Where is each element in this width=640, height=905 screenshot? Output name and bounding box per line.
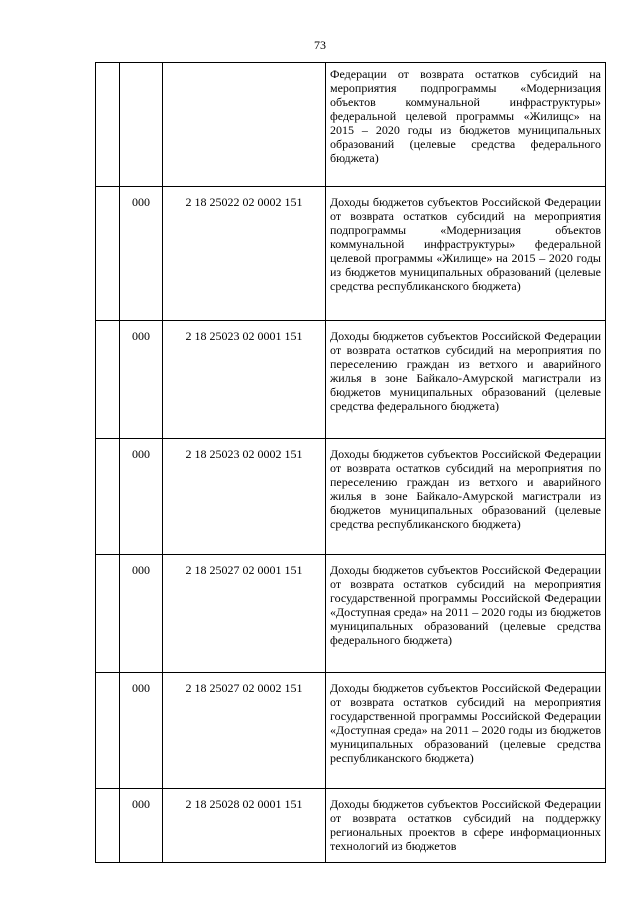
table-row [96,555,606,673]
admin-code-cell: 000 [120,555,163,673]
admin-code-cell: 000 [120,187,163,321]
admin-code-cell [120,63,163,187]
blank-cell [96,555,120,673]
table-row [96,321,606,439]
kbk-code-cell: 2 18 25023 02 0001 151 [163,321,326,439]
table-row [96,187,606,321]
revenue-description-cell: Доходы бюджетов субъектов Российской Федерации от возврата остатков субсидий на мероприятия по переселению граждан из ветхого и аварийного жилья в зоне Байкало-Амурской магистрали из бюджетов муниципальных образований (целевые средства республиканского бюджета) [326,439,606,555]
blank-cell [96,63,120,187]
blank-cell [96,187,120,321]
kbk-code-cell: 2 18 25023 02 0002 151 [163,439,326,555]
kbk-code-cell [163,63,326,187]
table-row [96,673,606,789]
table-row [96,439,606,555]
revenue-description-cell: Доходы бюджетов субъектов Российской Федерации от возврата остатков субсидий на мероприятия подпрограммы «Модернизация объектов коммунальной инфраструктуры» федеральной целевой программы «Жилище» на 2015 – 2020 годы из бюджетов муниципальных образований (целевые средства республиканского бюджета) [326,187,606,321]
admin-code-cell: 000 [120,321,163,439]
revenue-description-cell: Доходы бюджетов субъектов Российской Федерации от возврата остатков субсидий на мероприятия государственной программы Российской Федерации «Доступная среда» на 2011 – 2020 годы из бюджетов муниципальных образований (целевые средства республиканского бюджета) [326,673,606,789]
kbk-code-cell: 2 18 25027 02 0002 151 [163,673,326,789]
revenue-codes-table [95,62,606,863]
admin-code-cell: 000 [120,673,163,789]
blank-cell [96,439,120,555]
revenue-description-cell: Доходы бюджетов субъектов Российской Федерации от возврата остатков субсидий на мероприятия по переселению граждан из ветхого и аварийного жилья в зоне Байкало-Амурской магистрали из бюджетов муниципальных образований (целевые средства федерального бюджета) [326,321,606,439]
revenue-description-cell: Доходы бюджетов субъектов Российской Федерации от возврата остатков субсидий на поддержку региональных проектов в сфере информационных технологий из бюджетов [326,789,606,863]
revenue-description-cell: Доходы бюджетов субъектов Российской Федерации от возврата остатков субсидий на мероприятия государственной программы Российской Федерации «Доступная среда» на 2011 – 2020 годы из бюджетов муниципальных образований (целевые средства федерального бюджета) [326,555,606,673]
kbk-code-cell: 2 18 25028 02 0001 151 [163,789,326,863]
kbk-code-cell: 2 18 25027 02 0001 151 [163,555,326,673]
kbk-code-cell: 2 18 25022 02 0002 151 [163,187,326,321]
page-number: 73 [314,38,326,52]
admin-code-cell: 000 [120,439,163,555]
blank-cell [96,673,120,789]
table-row [96,789,606,863]
admin-code-cell: 000 [120,789,163,863]
table-row [96,63,606,187]
revenue-description-cell: Федерации от возврата остатков субсидий на мероприятия подпрограммы «Модернизация объектов коммунальной инфраструктуры» федеральной целевой программы «Жилищс» на 2015 – 2020 годы из бюджетов муниципальных образований (целевые средства федерального бюджета) [326,63,606,187]
blank-cell [96,321,120,439]
blank-cell [96,789,120,863]
